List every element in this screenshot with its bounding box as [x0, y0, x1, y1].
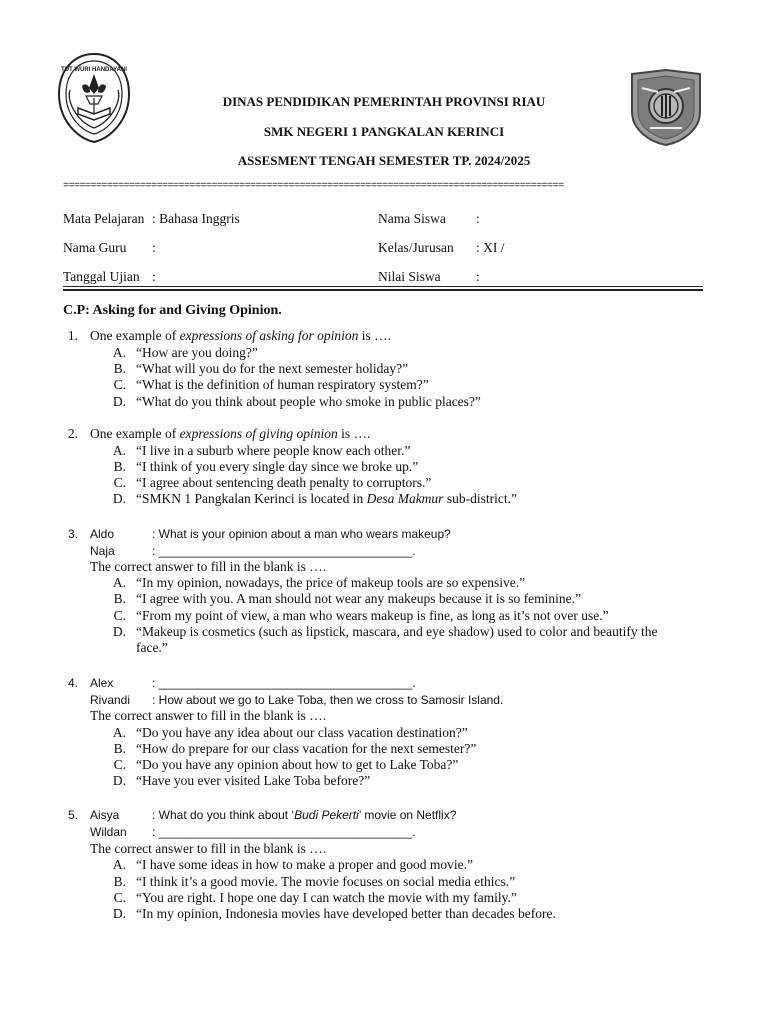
option-c: “What is the definition of human respiratory system?”	[136, 377, 429, 392]
option-letter: A.	[112, 345, 126, 360]
option-b: “I think of you every single day since we broke up.”	[136, 459, 419, 474]
exam-title: ASSESMENT TENGAH SEMESTER TP. 2024/2025	[237, 153, 531, 168]
dialog-line: : What do you think about ‘Budi Pekerti’ movie on Netflix?	[152, 808, 457, 822]
date-label: Tanggal Ujian	[63, 269, 140, 284]
option-c: “Do you have any opinion about how to get to Lake Toba?”	[136, 757, 459, 772]
option-letter: C.	[113, 757, 126, 772]
option-letter: B.	[113, 874, 126, 889]
teacher-label: Nama Guru	[63, 240, 127, 255]
option-a: “Do you have any idea about our class vacation destination?”	[136, 725, 468, 740]
question-number: 5.	[67, 808, 78, 822]
student-name-value: :	[476, 211, 480, 226]
header-separator: ===========================================================================================	[63, 181, 564, 192]
question-number: 3.	[67, 527, 78, 541]
option-letter: D.	[112, 624, 126, 639]
option-a: “I live in a suburb where people know each other.”	[136, 443, 411, 458]
option-letter: D.	[112, 906, 126, 921]
info-rule-bottom	[63, 289, 703, 291]
option-d: “In my opinion, Indonesia movies have developed better than decades before.	[136, 906, 556, 921]
option-c: “I agree about sentencing death penalty to corruptors.”	[136, 475, 432, 490]
option-a: “In my opinion, nowadays, the price of makeup tools are so expensive.”	[136, 575, 526, 590]
subject-label: Mata Pelajaran	[63, 211, 145, 226]
option-letter: A.	[112, 857, 126, 872]
option-d: “Have you ever visited Lake Toba before?”	[136, 773, 371, 788]
school-name: SMK NEGERI 1 PANGKALAN KERINCI	[263, 124, 505, 139]
dialog-speaker: Wildan	[90, 825, 127, 839]
option-d: “Makeup is cosmetics (such as lipstick, mascara, and eye shadow) used to color and beautify the	[136, 624, 658, 639]
option-letter: C.	[113, 890, 126, 905]
dialog-speaker: Rivandi	[90, 693, 131, 707]
option-letter: A.	[112, 575, 126, 590]
option-letter: D.	[112, 773, 126, 788]
option-letter: A.	[112, 725, 126, 740]
option-d: “SMKN 1 Pangkalan Kerinci is located in Desa Makmur sub-district.”	[136, 491, 517, 506]
option-letter: D.	[112, 491, 126, 506]
option-b: “I think it’s a good movie. The movie focuses on social media ethics.”	[136, 874, 516, 889]
dialog-speaker: Aldo	[90, 527, 115, 541]
option-letter: C.	[113, 475, 126, 490]
question-number: 4.	[67, 676, 78, 690]
question-3	[0, 525, 768, 665]
class-label: Kelas/Jurusan	[378, 240, 454, 255]
date-value: :	[152, 269, 156, 284]
option-letter: D.	[112, 394, 126, 409]
dialog-line: : What is your opinion about a man who wears makeup?	[152, 527, 451, 541]
question-prompt: The correct answer to fill in the blank is ….	[90, 841, 327, 856]
option-a: “I have some ideas in how to make a proper and good movie.”	[136, 857, 474, 872]
option-letter: C.	[113, 608, 126, 623]
subject-value: : Bahasa Inggris	[152, 211, 240, 226]
option-c: “From my point of view, a man who wears makeup is fine, as long as it’s not over use.”	[136, 608, 609, 623]
question-4	[0, 674, 768, 794]
option-letter: B.	[113, 741, 126, 756]
dialog-speaker: Alex	[90, 676, 114, 690]
dialog-blank: : ______________________________________.	[152, 825, 416, 839]
option-c: “You are right. I hope one day I can watch the movie with my family.”	[136, 890, 517, 905]
score-value: :	[476, 269, 480, 284]
option-letter: B.	[113, 591, 126, 606]
dialog-speaker: Aisya	[90, 808, 120, 822]
class-value: : XI /	[476, 240, 505, 255]
option-b: “What will you do for the next semester holiday?”	[136, 361, 409, 376]
option-letter: A.	[112, 443, 126, 458]
option-d-continuation: face.”	[136, 640, 168, 655]
question-number: 2.	[67, 426, 78, 441]
question-number: 1.	[67, 328, 78, 343]
logo-motto-text: TUT WURI HANDAYANI	[61, 67, 127, 73]
option-letter: B.	[113, 459, 126, 474]
competency-heading: C.P: Asking for and Giving Opinion.	[63, 303, 282, 318]
option-letter: B.	[113, 361, 126, 376]
question-1	[0, 328, 768, 418]
question-5	[0, 806, 768, 926]
question-2	[0, 426, 768, 516]
dialog-line: : How about we go to Lake Toba, then we cross to Samosir Island.	[152, 693, 504, 707]
option-d: “What do you think about people who smoke in public places?”	[136, 394, 481, 409]
student-name-label: Nama Siswa	[378, 211, 446, 226]
option-b: “I agree with you. A man should not wear any makeups because it is so feminine.”	[136, 591, 582, 606]
question-prompt: The correct answer to fill in the blank is ….	[90, 559, 327, 574]
score-label: Nilai Siswa	[378, 269, 441, 284]
question-stem: One example of expressions of giving opinion is ….	[90, 426, 371, 441]
option-letter: C.	[113, 377, 126, 392]
dialog-speaker: Naja	[90, 544, 115, 558]
teacher-value: :	[152, 240, 156, 255]
question-prompt: The correct answer to fill in the blank is ….	[90, 708, 327, 723]
question-stem: One example of expressions of asking for opinion is ….	[90, 328, 391, 343]
option-b: “How do prepare for our class vacation for the next semester?”	[136, 741, 477, 756]
option-a: “How are you doing?”	[136, 345, 258, 360]
institution-name: DINAS PENDIDIKAN PEMERINTAH PROVINSI RIAU	[222, 94, 546, 109]
dialog-blank: : ______________________________________.	[152, 676, 416, 690]
dialog-blank: : ______________________________________.	[152, 544, 416, 558]
info-rule-top	[63, 286, 703, 287]
